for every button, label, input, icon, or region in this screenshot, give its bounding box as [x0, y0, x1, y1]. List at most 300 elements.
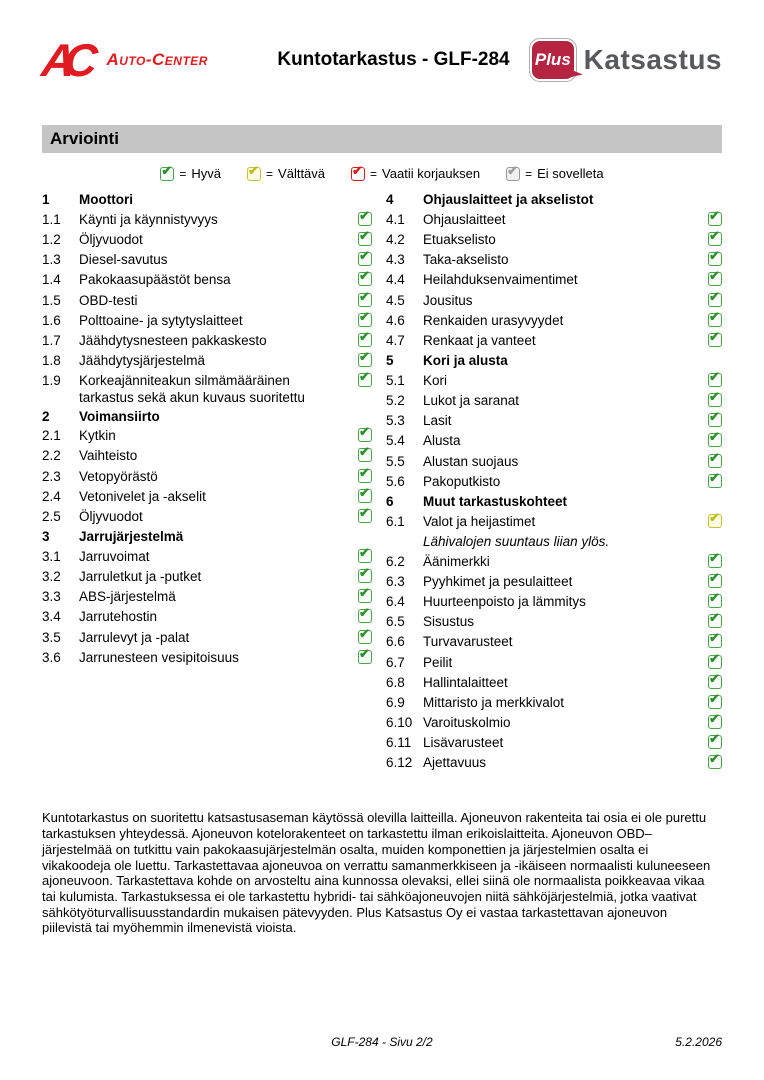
check-icon: ✔: [359, 565, 370, 581]
check-icon: ✔: [359, 349, 370, 365]
item-number: 6.1: [386, 513, 405, 529]
item-status-cell: [358, 308, 372, 331]
item-number: 6.7: [386, 654, 405, 670]
status-checkbox-good: [708, 569, 722, 588]
check-icon: ✔: [709, 429, 720, 445]
check-icon: ✔: [709, 207, 720, 223]
checklist-item: [42, 466, 372, 486]
check-icon: ✔: [709, 389, 720, 405]
item-status-cell: [708, 288, 722, 311]
item-number: 4.6: [386, 312, 405, 328]
item-status-cell: [708, 509, 722, 532]
check-icon: ✔: [359, 464, 370, 480]
check-icon: ✔: [359, 268, 370, 284]
item-status-cell: [708, 268, 722, 290]
section-row: [42, 527, 372, 547]
status-checkbox-good: [358, 585, 372, 603]
check-icon: ✔: [359, 228, 370, 244]
item-number: 6.6: [386, 634, 405, 650]
status-checkbox-good: [358, 565, 372, 583]
equals-sign: =: [179, 166, 187, 181]
check-icon: ✔: [161, 162, 173, 178]
item-label: Vetopyörästö: [79, 468, 158, 484]
checklist-item: [386, 431, 722, 451]
status-checkbox-good: [708, 589, 722, 608]
item-label: Lisävarusteet: [423, 735, 504, 751]
item-label: Heilahduksenvaimentimet: [423, 272, 578, 288]
item-status-cell: [708, 207, 722, 230]
item-number: 6.11: [386, 735, 412, 751]
item-number: 2.1: [42, 428, 61, 444]
check-icon: ✔: [359, 329, 370, 344]
item-number: 6.4: [386, 593, 405, 609]
status-checkbox-good: [708, 610, 722, 628]
status-checkbox-good: [708, 429, 722, 447]
item-status-cell: [358, 565, 372, 587]
check-icon: ✔: [359, 288, 370, 304]
checklist-item: [386, 270, 722, 290]
status-checkbox-good: [708, 549, 722, 568]
item-number: 2.2: [42, 448, 61, 464]
item-status-cell: [358, 585, 372, 607]
item-note-row: [386, 532, 722, 552]
item-status-cell: [708, 751, 722, 773]
item-number: 2.5: [42, 509, 61, 524]
item-label: Peilit: [423, 654, 453, 670]
item-status-cell: [708, 329, 722, 351]
item-number: 5.5: [386, 453, 405, 469]
section-title: Moottori: [79, 192, 133, 208]
item-label: Varoituskolmio: [423, 715, 511, 731]
check-icon: ✔: [709, 711, 720, 727]
item-status-cell: [358, 625, 372, 648]
check-icon: ✔: [359, 625, 370, 641]
checklist-item: [386, 469, 722, 492]
item-label: Alusta: [423, 433, 461, 449]
item-label: ABS-järjestelmä: [79, 589, 176, 605]
section-number: 1: [42, 192, 50, 208]
section-number: 3: [42, 529, 50, 545]
item-label: Diesel-savutus: [79, 252, 168, 268]
item-status-cell: [358, 349, 372, 371]
status-checkbox-good: [358, 349, 372, 367]
checklist-item: [386, 612, 722, 632]
item-label: Etuakselisto: [423, 232, 496, 248]
status-checkbox-good: [358, 207, 372, 226]
checklist-item: [42, 484, 372, 507]
checklist-item: [42, 627, 372, 647]
plus-katsastus-logo: [530, 39, 722, 81]
item-label: Kori: [423, 372, 448, 388]
section-number: 2: [42, 408, 50, 424]
checklist-item: [386, 589, 722, 612]
status-checkbox-good: [358, 228, 372, 246]
status-checkbox-good: [358, 248, 372, 266]
legend-item-repair: [351, 162, 481, 181]
status-checkbox-good: [708, 389, 722, 407]
check-icon: ✔: [507, 162, 518, 178]
check-icon: ✔: [709, 409, 720, 425]
check-icon: ✔: [709, 248, 720, 264]
status-checkbox-good: [708, 329, 722, 347]
checklist-item: [386, 690, 722, 713]
check-icon: ✔: [709, 610, 720, 626]
status-checkbox-good: [358, 505, 372, 523]
item-number: 3.5: [42, 629, 61, 645]
status-checkbox-fair: [708, 509, 722, 528]
status-checkbox-good: [358, 625, 372, 644]
checklist-left: [42, 190, 372, 773]
check-icon: ✔: [359, 505, 370, 520]
legend-label: Välttävä: [278, 166, 326, 181]
item-label: Renkaiden urasyvyydet: [423, 312, 564, 328]
check-icon: ✔: [709, 549, 720, 565]
disclaimer-text: Kuntotarkastus on suoritettu katsastusaseman käytössä olevilla laitteilla. Ajoneuvon rakenteita tai osia ei ole purettu tarkastuksen yhteydessä. Ajoneuvon kotelorakenteet on tarkastettu ilman erikoislaitteita. Ajoneuvon OBD–järjestelmää on tutkittu vain pakokaasujärjestelmän osalta, muiden komponettien ja järjestelmien osalta ei vikakoodeja ole luettu. Tarkastettavaa ajoneuvoa on verrattu samanmerkkiseen ja -ikäiseen normaalisti kuluneeseen ajoneuvoon. Tarkastettava kohde on arvosteltu aina kunnossa olevaksi, ellei siinä ole normaalista poikkeavaa vikaa tai kulumista. Tarkastuksessa ei ole tarkastettu hybridi- tai sähköajoneuvojen niitä sähköjärjestelmiä, jotka vaativat sähkötyöturvallisuusstandardin mukaisen pätevyyden. Plus Katsastus Oy ei vastaa tarkastettavan ajoneuvon piilevistä tai myöhemmin ilmenevistä vioista.: [42, 810, 711, 936]
status-checkbox-good: [708, 751, 722, 769]
checklist-item: [42, 207, 372, 230]
item-number: 6.9: [386, 694, 405, 710]
checklist-item: [42, 645, 372, 668]
item-status-cell: [358, 505, 372, 527]
checklist-item: [386, 391, 722, 411]
section-row: [386, 351, 722, 371]
checklist-item: [42, 250, 372, 270]
checklist-item: [386, 713, 722, 733]
item-label: Lukot ja saranat: [423, 393, 520, 409]
item-label: Öljyvuodot: [79, 509, 143, 524]
item-number: 1.9: [42, 373, 61, 389]
item-label: Pyyhkimet ja pesulaitteet: [423, 573, 573, 589]
status-checkbox-good: [708, 207, 722, 226]
check-icon: ✔: [709, 469, 720, 485]
item-number: 3.3: [42, 589, 61, 605]
item-number: 5.1: [386, 372, 405, 388]
status-checkbox-good: [708, 368, 722, 387]
check-icon: ✔: [709, 228, 720, 244]
checklist-item: [42, 270, 372, 290]
equals-sign: =: [370, 166, 378, 181]
status-checkbox-good: [160, 162, 174, 181]
checklist-item: [42, 308, 372, 331]
checklist-item: [42, 446, 372, 466]
item-status-cell: [358, 444, 372, 466]
check-icon: ✔: [709, 569, 720, 585]
item-number: 1.8: [42, 353, 61, 369]
equals-sign: =: [525, 166, 533, 181]
status-checkbox-repair: [351, 162, 365, 181]
item-status-cell: [708, 429, 722, 451]
page-header: [39, 28, 722, 92]
item-label: Alustan suojaus: [423, 453, 519, 469]
item-status-cell: [708, 589, 722, 612]
item-status-cell: [708, 630, 722, 652]
item-label: Ajettavuus: [423, 755, 487, 771]
plus-badge-icon: Plus: [530, 39, 576, 81]
item-status-cell: [358, 645, 372, 668]
status-checkbox-good: [358, 424, 372, 442]
status-checkbox-good: [708, 308, 722, 327]
checklist-item: [386, 451, 722, 471]
section-row: [42, 190, 372, 210]
checklist-item: [386, 670, 722, 693]
item-number: 2.3: [42, 468, 61, 484]
check-icon: ✔: [359, 248, 370, 264]
checklist-item: [42, 426, 372, 446]
check-icon: ✔: [709, 509, 720, 525]
item-number: 5.4: [386, 433, 405, 449]
item-number: 4.1: [386, 211, 405, 227]
checklist-item: [42, 290, 372, 310]
item-status-cell: [708, 449, 722, 472]
item-label: OBD-testi: [79, 292, 138, 308]
status-checkbox-good: [358, 464, 372, 483]
item-status-cell: [358, 424, 372, 446]
item-status-cell: [358, 329, 372, 351]
item-status-cell: [708, 368, 722, 391]
legend-item-na: [506, 162, 604, 181]
legend-item-fair: [247, 162, 326, 181]
status-checkbox-na: [506, 162, 520, 181]
checklist-item: [386, 368, 722, 391]
item-number: 6.8: [386, 674, 405, 690]
check-icon: ✔: [359, 585, 370, 601]
item-label: Sisustus: [423, 614, 475, 630]
checklist-item: [386, 411, 722, 431]
item-status-cell: [708, 389, 722, 411]
check-icon: ✔: [709, 288, 720, 304]
item-status-cell: [708, 248, 722, 270]
status-checkbox-good: [358, 544, 372, 563]
legend: [42, 162, 722, 181]
item-label: Taka-akselisto: [423, 252, 509, 268]
item-number: 6.5: [386, 614, 405, 630]
item-status-cell: [708, 228, 722, 250]
check-icon: ✔: [359, 369, 370, 385]
check-icon: ✔: [359, 605, 370, 621]
legend-label: Ei sovelleta: [537, 166, 604, 181]
item-label: Pakokaasupäästöt bensa: [79, 272, 231, 288]
item-number: 1.6: [42, 312, 61, 328]
status-checkbox-good: [358, 329, 372, 347]
item-status-cell: [358, 369, 372, 391]
item-label: Pakoputkisto: [423, 473, 501, 489]
item-status-cell: [358, 544, 372, 567]
item-label: Polttoaine- ja sytytyslaitteet: [79, 312, 243, 328]
section-title: Muut tarkastuskohteet: [423, 494, 568, 509]
checklist-item: [386, 290, 722, 310]
check-icon: ✔: [709, 731, 720, 747]
section-row: [42, 406, 372, 426]
check-icon: ✔: [709, 449, 720, 465]
checklist-item: [386, 753, 722, 773]
item-status-cell: [358, 228, 372, 250]
status-checkbox-good: [358, 308, 372, 327]
item-note-text: Lähivalojen suuntaus liian ylös.: [423, 533, 610, 549]
check-icon: ✔: [709, 630, 720, 646]
item-number: 6.2: [386, 553, 405, 569]
check-icon: ✔: [359, 484, 370, 500]
item-number: 4.2: [386, 232, 405, 248]
check-icon: ✔: [352, 162, 363, 178]
check-icon: ✔: [709, 308, 720, 324]
checklist-item: [386, 733, 722, 753]
check-icon: ✔: [359, 207, 370, 223]
checklist-item: [386, 331, 722, 351]
item-number: 1.1: [42, 211, 61, 227]
check-icon: ✔: [248, 162, 259, 178]
item-number: 5.2: [386, 393, 405, 409]
section-number: 4: [386, 192, 394, 208]
status-checkbox-good: [708, 670, 722, 689]
checklist-item: [386, 632, 722, 652]
item-status-cell: [708, 549, 722, 572]
item-status-cell: [358, 268, 372, 290]
status-checkbox-good: [708, 711, 722, 729]
checklist-item: [42, 544, 372, 567]
item-label: Jarrutehostin: [79, 609, 158, 625]
auto-center-logo-text: Auto-Center: [106, 50, 208, 69]
check-icon: ✔: [709, 368, 720, 384]
check-icon: ✔: [709, 751, 720, 767]
status-checkbox-good: [708, 449, 722, 468]
item-label: Ohjauslaitteet: [423, 211, 506, 227]
item-label: Jäähdytysjärjestelmä: [79, 353, 206, 369]
item-number: 1.3: [42, 252, 61, 268]
status-checkbox-good: [358, 288, 372, 307]
status-checkbox-good: [708, 731, 722, 749]
checklist-item: [386, 569, 722, 592]
checklist-item: [386, 250, 722, 270]
item-label: Vaihteisto: [79, 448, 138, 464]
item-number: 4.4: [386, 272, 405, 288]
section-title: Jarrujärjestelmä: [79, 529, 184, 545]
item-number: 1.4: [42, 272, 61, 288]
item-number: 3.1: [42, 548, 61, 564]
checklist-item: [386, 652, 722, 672]
item-number: 3.4: [42, 609, 61, 625]
item-label: Jarruvoimat: [79, 548, 150, 564]
item-label: Hallintalaitteet: [423, 674, 508, 690]
item-label: Jousitus: [423, 292, 473, 308]
item-number: 6.3: [386, 573, 405, 589]
item-status-cell: [358, 207, 372, 230]
checklist-item: [42, 587, 372, 607]
item-label: Lasit: [423, 413, 452, 429]
status-checkbox-good: [358, 444, 372, 462]
item-status-cell: [708, 711, 722, 733]
legend-item-good: [160, 162, 222, 181]
status-checkbox-good: [358, 369, 372, 387]
item-number: 3.2: [42, 569, 61, 585]
status-checkbox-good: [358, 645, 372, 664]
check-icon: ✔: [709, 670, 720, 686]
section-header-arviointi: Arviointi: [42, 125, 722, 153]
status-checkbox-good: [708, 288, 722, 307]
item-label: Korkeajänniteakun silmämääräinen tarkastus sekä akun kuvaus suoritettu: [79, 373, 305, 406]
item-number: 1.2: [42, 232, 61, 248]
item-number: 5.6: [386, 473, 405, 489]
checklist-right: [386, 190, 722, 773]
item-status-cell: [708, 308, 722, 331]
equals-sign: =: [266, 166, 274, 181]
checklist-item: [386, 207, 722, 230]
section-title: Ohjauslaitteet ja akselistot: [423, 192, 594, 208]
checklist-item: [386, 551, 722, 571]
item-number: 4.5: [386, 292, 405, 308]
katsastus-logo-text: Katsastus: [583, 44, 722, 75]
item-label: Vetonivelet ja -akselit: [79, 488, 206, 504]
item-label: Jarrunesteen vesipitoisuus: [79, 649, 239, 665]
auto-center-logo: [39, 34, 257, 86]
page-footer-center: GLF-284 - Sivu 2/2: [331, 1035, 433, 1049]
checklist-item: [42, 371, 372, 406]
document-title: Kuntotarkastus - GLF-284: [277, 49, 510, 70]
check-icon: ✔: [359, 444, 370, 460]
status-checkbox-good: [708, 690, 722, 709]
checklist-item: [386, 509, 722, 532]
item-label: Valot ja heijastimet: [423, 513, 536, 529]
item-label: Jarruletkut ja -putket: [79, 569, 202, 585]
status-checkbox-good: [358, 268, 372, 286]
status-checkbox-good: [358, 484, 372, 503]
status-checkbox-good: [708, 248, 722, 266]
item-label: Käynti ja käynnistyvyys: [79, 211, 218, 227]
item-number: 1.5: [42, 292, 61, 308]
check-icon: ✔: [709, 589, 720, 605]
check-icon: ✔: [359, 544, 370, 560]
checklist-item: [42, 507, 372, 527]
item-number: 4.3: [386, 252, 405, 268]
section-number: 6: [386, 494, 394, 509]
check-icon: ✔: [359, 308, 370, 324]
checklist-item: [42, 351, 372, 371]
status-checkbox-good: [708, 409, 722, 427]
checklist-item: [386, 308, 722, 331]
item-status-cell: [708, 610, 722, 632]
check-icon: ✔: [709, 329, 720, 344]
checklist-item: [42, 230, 372, 250]
item-status-cell: [358, 288, 372, 311]
section-title: Voimansiirto: [79, 408, 160, 424]
item-status-cell: [358, 605, 372, 627]
status-checkbox-good: [358, 605, 372, 623]
item-number: 4.7: [386, 333, 405, 348]
status-checkbox-good: [708, 469, 722, 488]
status-checkbox-good: [708, 228, 722, 246]
check-icon: ✔: [709, 268, 720, 284]
item-status-cell: [708, 469, 722, 492]
check-icon: ✔: [359, 645, 370, 661]
status-checkbox-good: [708, 268, 722, 286]
item-number: 3.6: [42, 649, 61, 665]
check-icon: ✔: [709, 650, 720, 666]
item-status-cell: [708, 690, 722, 713]
check-icon: ✔: [359, 424, 370, 440]
checklist-item: [386, 230, 722, 250]
item-status-cell: [708, 670, 722, 693]
item-label: Huurteenpoisto ja lämmitys: [423, 593, 586, 609]
item-status-cell: [358, 484, 372, 507]
item-status-cell: [708, 409, 722, 431]
item-status-cell: [708, 731, 722, 753]
item-label: Öljyvuodot: [79, 232, 143, 248]
item-number: 5.3: [386, 413, 405, 429]
item-status-cell: [358, 248, 372, 270]
auto-center-logo-mark: AC: [39, 34, 90, 86]
item-label: Mittaristo ja merkkivalot: [423, 694, 565, 710]
section-number: 5: [386, 353, 394, 369]
legend-label: Hyvä: [191, 166, 222, 181]
